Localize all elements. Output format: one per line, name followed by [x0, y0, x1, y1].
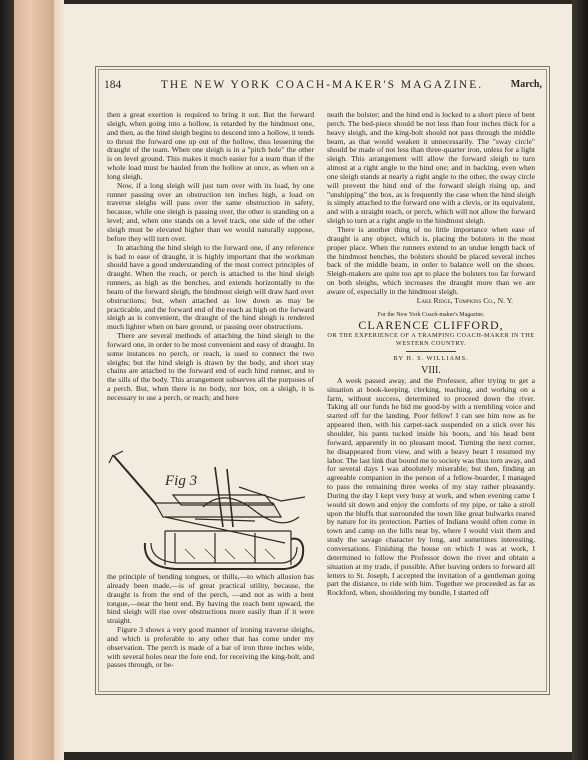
book-spine — [14, 0, 54, 760]
paragraph: neath the bolster; and the hind end is locked to a short piece of bent perch. The bed-piece should be not less than four inches thick for a heavy sleigh, and the king-bolt should not pass through the middle beam, as that would weaken it unnecessarily. The "sway circle" should be made of not less than three-quarter iron, unless for a light sleigh. This arrangement will allow the forward sleigh to turn almost at a right angle to the hind one; and in backing, even when one sleigh stands at nearly a right angle to the other, the sway circle will prevent the hind end of the forward sleigh rising up, and "unshipping" the box, as is frequently the case when the hind sleigh is simply attached to the forward one with a clevis, or its equivalent, and with a straight reach, or perch, which will not allow the forward sleigh to turn at a right angle to the hindmost sleigh. — [327, 110, 535, 226]
author-location-signature: Lake Ridge, Tompkins Co., N. Y. — [416, 295, 513, 305]
divider — [406, 351, 456, 352]
book-cover-left — [0, 0, 14, 760]
paragraph: There are several methods of attaching the hind sleigh to the forward one, in order to be most convenient and easy of draught. In some instances no perch, or reach, is used to connect the two sleighs; but the hind sleigh is drawn by the body, and short stay chains are attached to the forward end of each hind runner, and to the sills of the body. This arrangement subserves all the purposes of a perch. But, when there is no body, nor box, on a sleigh, it is necessary to use a perch, or reach; and here — [107, 331, 314, 402]
paragraph: There is another thing of no little importance when ease of draught is any object, which is, placing the bolsters in the most proper place. When the runners extend to an undue length back of the hindmost benches, the bolsters should be placed several inches back of the middle beam, in order to balance well on the shoes. Sleigh-makers are quite too apt to place the bolsters too far forward on both sleighs, which increases the draught more than we are aware of, especially in the hindmost sleigh. — [327, 224, 535, 296]
book-cover-right — [572, 0, 588, 760]
left-column-text-continued — [107, 573, 314, 670]
paragraph: In attaching the hind sleigh to the forward one, if any reference is had to ease of draught, it is highly important that the workman should have a good understanding of the most correct principles of draught. When the reach, or perch is attached to the hind sleigh runners, as high as the benches, and extends horizontally to the beam of the forward sleigh, the hindmost sleigh will draw hard over obstructions; but, when attached as low down as may be practicable, and the forward end of the reach as high on the forward sleigh as is convenient, the draught of the hind sleigh is rendered much lighter when on bare ground, or passing over obstructions. — [107, 242, 314, 332]
paragraph: Figure 3 shows a very good manner of ironing traverse sleighs, and which is preferable to any other that has come under my observation. The perch is made of a bar of iron three inches wide, with several holes near the fore end, for receiving the king-bolt, and passes through, or be- — [107, 625, 314, 670]
paragraph: the principle of bending tongues, or thills,—to which allusion has already been made,—is of great practical utility, because, the draught is from the end of the perch, —and not as with a bent tongue,—near the bent end. By having the reach bent upward, the hind sleigh will rise over obstructions more easily than if it were straight. — [107, 572, 314, 626]
story-byline: BY H. S. WILLIAMS. — [393, 355, 469, 363]
right-column-text — [327, 111, 535, 598]
figure-label: Fig 3 — [165, 473, 198, 489]
sleigh-drawing — [105, 447, 313, 575]
story-subtitle: OR THE EXPERIENCE OF A TRAMPING COACH-MAKER IN THE WESTERN COUNTRY. — [327, 332, 535, 348]
source-note: For the New York Coach-maker's Magazine. — [377, 311, 485, 318]
paragraph: then a great exertion is required to bring it out. But the forward sleigh, when going into a hollow, is retarded by the hindmost one, and then, as the hind sleigh begins to descend into a hollow, it tends to thrust the forward one up out of the hollow, thus lessening the draught of the team. When one sleigh is in a "pitch hole" the other is on level ground. This makes it much easier for a team than if the whole load must be hauled from the hollow at once, as when on a long sleigh. — [107, 110, 314, 181]
page-gutter — [54, 0, 64, 760]
paragraph: Now, if a long sleigh will just turn over with its load, by one runner passing over an obstruction ten inches high, a load on traverse sleighs will pass over the same obstruction in safety, because, while one sleigh is passing over, the other is standing on a level; and, when one stands on a level track, one side of the other sleigh must be elevated higher than we would naturally suppose, before they will turn over. — [107, 180, 314, 243]
issue-month: March, — [510, 79, 542, 90]
story-paragraph: A week passed away, and the Professor, after trying to get a situation at book-keeping, clerking, teaching, and working on a farm, without success, determined to proceed down the river. Taking all our funds he bid me good-by with a trembling voice and started off for the landing. Poor fellow! I can see him now as he appeared then, with his carpet-sack suspended on a stick over his shoulder, his pants tucked inside his boots, and his head bent forward, apparently in no pleasant mood. Turning the next corner, he disappeared from view, and with a heavy heart I resumed my labor. The last link that bound me to society was thus torn away, and for several days I was absolutely miserable; but then, finding an agreeable companion in the person of a fellow-boarder, I managed to pass the remaining three weeks of my stay rather pleasantly. During the day I kept very busy at work, and when evening came I would sit down and enjoy the comforts of my pipe, or take a stroll upon the bluffs that surrounded the town like great bulwarks reared by nature for its protection. Parties of Indians would often come in town and camp on the hills near by, where I would visit them and study the savage character by long, and sometimes interesting, conversations. Finishing the house on which I was at work, I determined to follow the Professor down the river and obtain a situation at my trade, if possible. After leaving orders to forward all letters to St. Joseph, I accepted the invitation of a gentleman going part the distance, to ride with him. Together we proceeded as far as Rockford, when, shouldering my bundle, I started off — [327, 375, 535, 598]
sleigh-illustration — [105, 447, 313, 575]
section-number: VIII. — [421, 365, 441, 377]
running-header — [100, 79, 544, 95]
story-title: CLARENCE CLIFFORD, — [358, 318, 504, 333]
left-column-text — [107, 111, 314, 403]
page-number: 184 — [104, 79, 122, 91]
magazine-title: THE NEW YORK COACH-MAKER'S MAGAZINE. — [160, 79, 484, 91]
